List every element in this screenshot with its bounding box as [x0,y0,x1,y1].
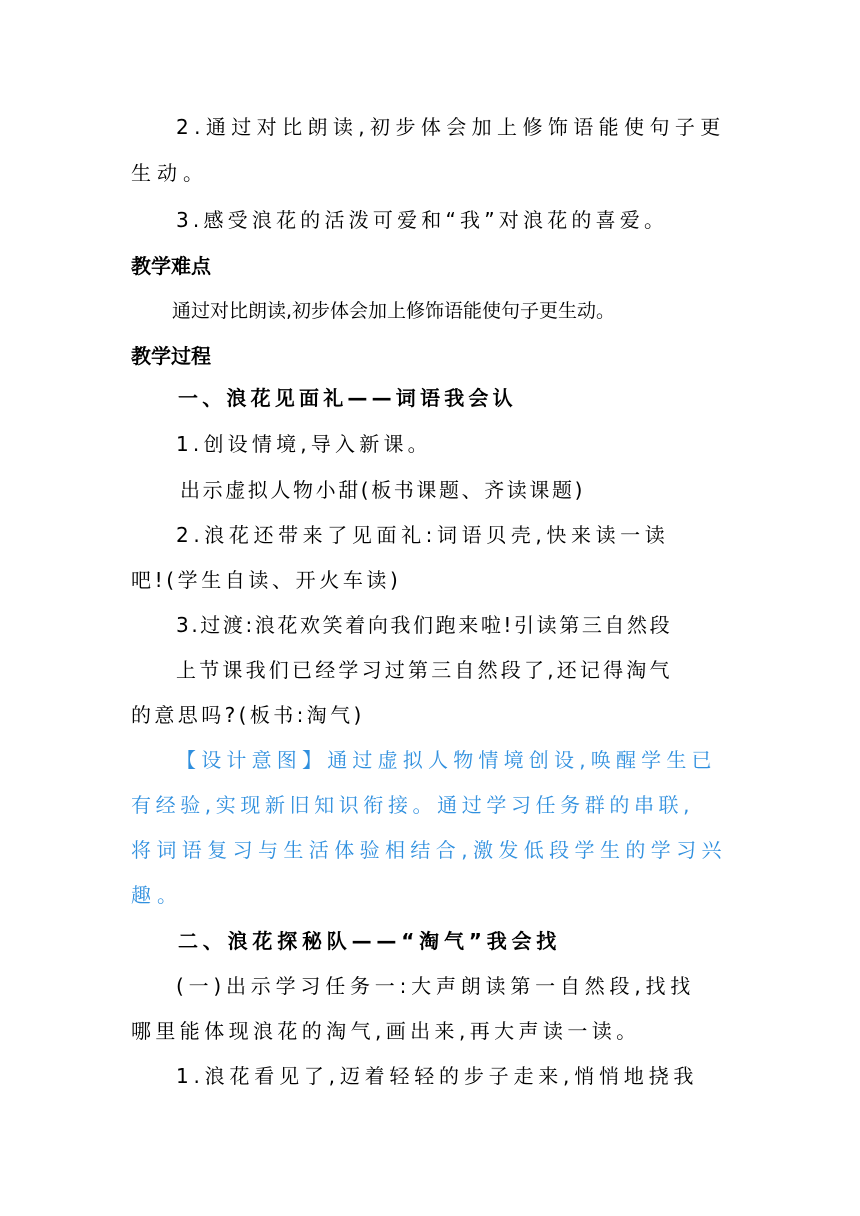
paragraph-line: (一)出示学习任务一:大声朗读第一自然段,找找 [176,974,696,998]
design-intent-line: 将词语复习与生活体验相结合,激发低段学生的学习兴 [131,838,727,862]
paragraph-line: 生动。 [131,161,209,185]
design-intent-line: 有经验,实现新旧知识衔接。通过学习任务群的串联, [131,793,695,817]
section-heading: 教学过程 [131,344,211,368]
paragraph-line: 2.通过对比朗读,初步体会加上修饰语能使句子更 [176,115,726,139]
design-intent-line: 趣。 [131,883,183,907]
paragraph-line: 吧!(学生自读、开火车读) [131,568,402,592]
paragraph-line: 通过对比朗读,初步体会加上修饰语能使句子更生动。 [172,300,616,322]
paragraph-line: 2.浪花还带来了见面礼:词语贝壳,快来读一读 [176,523,670,547]
design-intent-line: 【设计意图】通过虚拟人物情境创设,唤醒学生已 [176,748,717,772]
paragraph-line: 3.过渡:浪花欢笑着向我们跑来啦!引读第三自然段 [176,613,673,637]
paragraph-line: 上节课我们已经学习过第三自然段了,还记得淘气 [176,658,673,682]
paragraph-line: 1.创设情境,导入新课。 [176,432,432,456]
paragraph-line: 3.感受浪花的活泼可爱和“我”对浪花的喜爱。 [176,208,669,232]
paragraph-line: 的意思吗?(板书:淘气) [131,703,365,727]
paragraph-line: 哪里能体现浪花的淘气,画出来,再大声读一读。 [131,1019,641,1043]
paragraph-line: 出示虚拟人物小甜(板书课题、齐读课题) [180,478,586,502]
section-heading: 教学难点 [131,254,211,278]
subsection-heading: 二、浪花探秘队——“淘气”我会找 [178,929,562,953]
paragraph-line: 1.浪花看见了,迈着轻轻的步子走来,悄悄地挠我 [176,1064,699,1088]
subsection-heading: 一、浪花见面礼——词语我会认 [178,386,517,410]
